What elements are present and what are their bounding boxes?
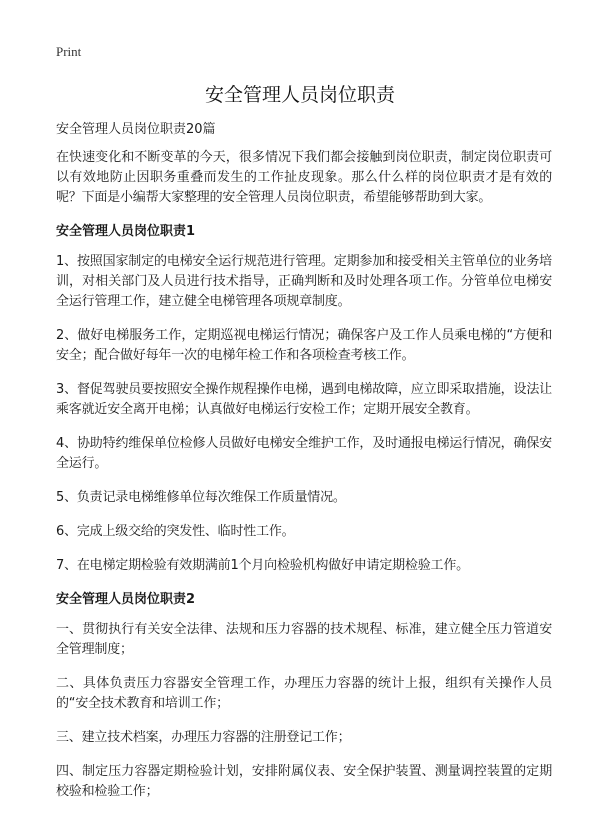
section-item: 四、制定压力容器定期检验计划，安排附属仪表、安全保护装置、测量调控装置的定期校验和检验工作； [56,764,552,799]
section-item: 三、建立技术档案，办理压力容器的注册登记工作； [56,730,351,745]
section-item: 4、协助特约维保单位检修人员做好电梯安全维护工作，及时通报电梯运行情况，确保安全运行。 [56,436,552,471]
document-body [56,120,552,816]
document-subtitle: 安全管理人员岗位职责20篇 [56,122,216,137]
section-item: 5、负责记录电梯维修单位每次维保工作质量情况。 [56,490,346,505]
section-item: 一、贯彻执行有关安全法律、法规和压力容器的技术规程、标准，建立健全压力管道安全管理制度； [56,622,552,657]
section-item: 6、完成上级交给的突发性、临时性工作。 [56,524,295,539]
section-item: 3、督促驾驶员要按照安全操作规程操作电梯，遇到电梯故障，应立即采取措施，设法让乘客就近安全离开电梯；认真做好电梯运行安检工作；定期开展安全教育。 [56,382,552,417]
document-title: 安全管理人员岗位职责 [204,84,395,106]
print-link[interactable]: Print [56,44,82,59]
section-item: 1、按照国家制定的电梯安全运行规范进行管理。定期参加和接受相关主管单位的业务培训，对相关部门及人员进行技术指导，正确判断和及时处理各项工作。分管单位电梯安全运行管理工作，建立健全电梯管理各项规章制度。 [56,254,552,309]
section-item: 二、具体负责压力容器安全管理工作，办理压力容器的统计上报，组织有关操作人员的“安全技术教育和培训工作； [56,676,552,711]
section-heading: 安全管理人员岗位职责2 [56,592,196,607]
intro-paragraph: 在快速变化和不断变革的今天，很多情况下我们都会接触到岗位职责，制定岗位职责可以有效地防止因职务重叠而发生的工作扯皮现象。那么什么样的岗位职责才是有效的呢？下面是小编帮大家整理的安全管理人员岗位职责，希望能够帮助到大家。 [56,150,552,205]
section-item: 2、做好电梯服务工作，定期巡视电梯运行情况；确保客户及工作人员乘电梯的“方便和安全；配合做好每年一次的电梯年检工作和各项检查考核工作。 [56,328,552,363]
section-item: 7、在电梯定期检验有效期满前1个月向检验机构做好申请定期检验工作。 [56,558,469,573]
section-heading: 安全管理人员岗位职责1 [56,224,196,239]
